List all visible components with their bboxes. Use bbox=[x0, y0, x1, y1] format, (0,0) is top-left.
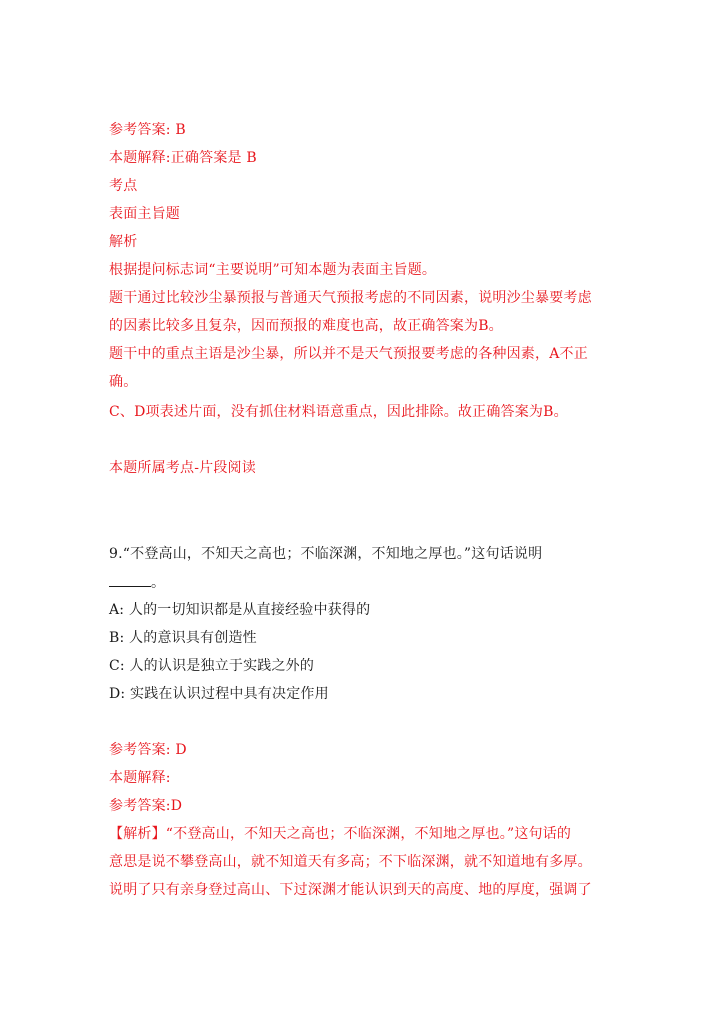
point-label: 考点 bbox=[109, 178, 138, 194]
analysis-line: 根据提问标志词“主要说明”可知本题为表面主旨题。 bbox=[109, 262, 437, 278]
question-stem-line2 bbox=[109, 572, 165, 593]
analysis-line: 确。 bbox=[109, 374, 138, 390]
category-line: 本题所属考点-片段阅读 bbox=[109, 460, 256, 476]
answer-line-2: 参考答案:D bbox=[109, 798, 183, 814]
answer-line: 参考答案: D bbox=[109, 742, 187, 758]
analysis-line: 的因素比较多且复杂，因而预报的难度也高，故正确答案为B。 bbox=[109, 318, 503, 334]
analysis-label: 解析 bbox=[109, 234, 138, 250]
prev-answer-line: 参考答案: B bbox=[109, 122, 186, 138]
option-d: D: 实践在认识过程中具有决定作用 bbox=[109, 686, 329, 702]
analysis-line: 题干通过比较沙尘暴预报与普通天气预报考虑的不同因素，说明沙尘暴要考虑 bbox=[109, 290, 592, 306]
explanation-label: 本题解释: bbox=[109, 770, 171, 786]
option-c: C: 人的认识是独立于实践之外的 bbox=[109, 658, 315, 674]
analysis-line: 【解析】“不登高山，不知天之高也；不临深渊，不知地之厚也。”这句话的 bbox=[109, 826, 572, 842]
option-b: B: 人的意识具有创造性 bbox=[109, 630, 257, 646]
analysis-line: 说明了只有亲身登过高山、下过深渊才能认识到天的高度、地的厚度，强调了 bbox=[109, 882, 592, 898]
question-stem: 9.“不登高山，不知天之高也；不临深渊，不知地之厚也。”这句话说明 bbox=[109, 546, 543, 562]
point-text: 表面主旨题 bbox=[109, 206, 180, 222]
stem-end-punct: 。 bbox=[151, 575, 166, 591]
answer-blank bbox=[109, 572, 151, 587]
option-a: A: 人的一切知识都是从直接经验中获得的 bbox=[109, 602, 371, 618]
prev-explanation-line: 本题解释:正确答案是 B bbox=[109, 150, 257, 166]
analysis-line: C、D项表述片面，没有抓住材料语意重点，因此排除。故正确答案为B。 bbox=[109, 404, 568, 420]
analysis-line: 意思是说不攀登高山，就不知道天有多高；不下临深渊，就不知道地有多厚。 bbox=[109, 854, 592, 870]
analysis-line: 题干中的重点主语是沙尘暴，所以并不是天气预报要考虑的各种因素，A不正 bbox=[109, 346, 588, 362]
